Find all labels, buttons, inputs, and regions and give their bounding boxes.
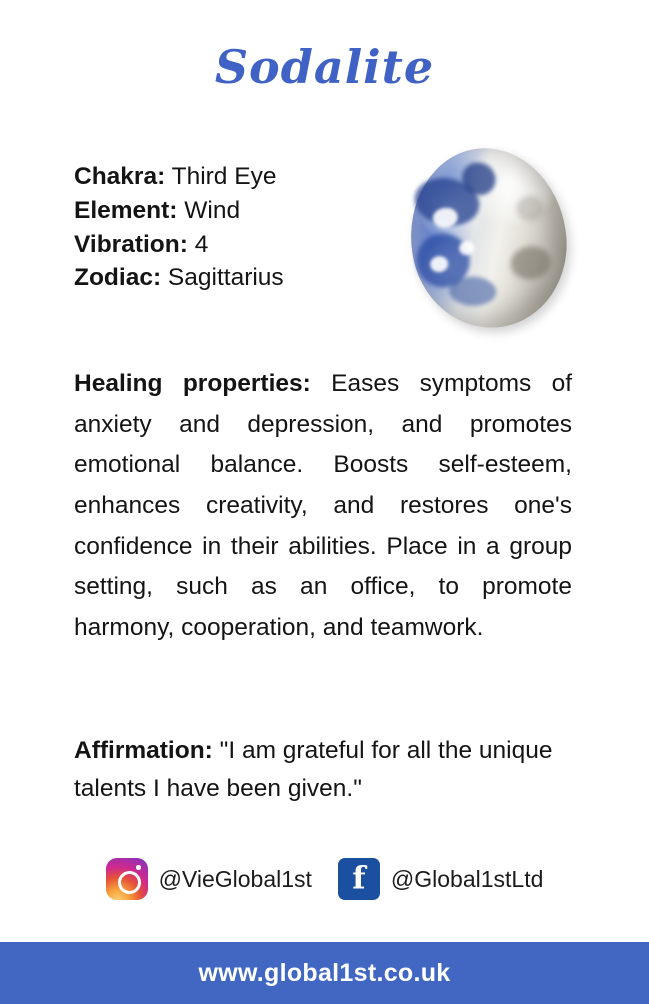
healing-properties-paragraph [74, 364, 572, 649]
affirmation-paragraph [74, 732, 572, 808]
property-row-chakra [74, 160, 404, 194]
property-key: Element: [74, 196, 178, 224]
facebook-icon-glyph: f [352, 860, 366, 897]
instagram-icon[interactable] [106, 858, 148, 900]
property-row-zodiac [74, 261, 404, 295]
healing-properties-label: Healing properties: [74, 370, 311, 397]
facebook-handle: @Global1stLtd [390, 865, 544, 892]
page-title: Sodalite [214, 40, 435, 94]
property-key: Zodiac: [74, 264, 162, 292]
social-item-facebook[interactable] [338, 858, 544, 900]
property-row-element [74, 194, 404, 228]
sodalite-stone-photo [411, 148, 571, 330]
properties-list [74, 160, 404, 295]
instagram-handle: @VieGlobal1st [158, 865, 312, 892]
property-key: Chakra: [74, 163, 166, 190]
stone-shape [399, 138, 578, 338]
property-key: Vibration: [74, 230, 188, 258]
property-value: Sagittarius [161, 264, 284, 292]
property-value: Wind [177, 196, 241, 224]
social-links [0, 858, 649, 900]
social-item-instagram[interactable] [106, 858, 312, 900]
footer-bar [0, 942, 649, 1004]
affirmation-label: Affirmation: [74, 737, 213, 764]
healing-properties-text: Eases symptoms of anxiety and depression, and promotes emotional balance. Boosts self-esteem, enhances creativity, and restores one's confidence in their abilities. Place in a group setting, such as an office, to promote harmony, cooperation, and teamwork. [74, 370, 573, 641]
property-value: Third Eye [165, 163, 277, 190]
affirmation-text: "I am grateful for all the unique talents I have been given." [74, 737, 553, 802]
website-url[interactable]: www.global1st.co.uk [198, 958, 451, 987]
facebook-icon[interactable] [338, 858, 380, 900]
property-value: 4 [187, 230, 209, 258]
stone-shadow [509, 244, 553, 282]
stone-shadow [514, 194, 545, 223]
stone-vein [449, 276, 496, 306]
instagram-icon-ring [118, 871, 141, 894]
instagram-icon-dot [136, 865, 141, 870]
property-row-vibration [74, 228, 404, 262]
